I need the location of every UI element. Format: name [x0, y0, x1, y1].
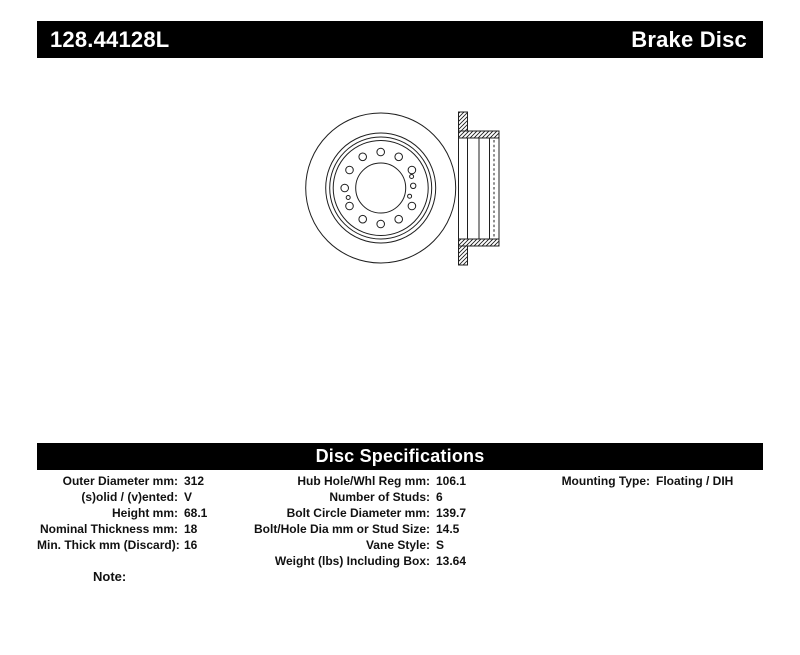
spec-label: Outer Diameter mm:	[62, 474, 178, 488]
hat-edge-circle-outer	[330, 137, 432, 239]
spec-column-dimensions	[37, 473, 207, 553]
spec-row	[37, 537, 207, 553]
spec-row	[37, 521, 207, 537]
spec-row	[37, 505, 207, 521]
spec-row	[240, 521, 466, 537]
spec-section-header	[37, 443, 763, 470]
spec-column-hub-stud	[240, 473, 466, 569]
spec-value: 14.5	[436, 522, 460, 536]
spec-row	[240, 537, 466, 553]
spec-row	[240, 489, 466, 505]
spec-value: 106.1	[436, 474, 467, 488]
outer-diameter-circle	[306, 113, 456, 263]
spec-value: 6	[436, 490, 443, 504]
hat-flange-top	[459, 112, 468, 132]
hat-flange-bottom	[459, 246, 468, 266]
spec-label: Bolt Circle Diameter mm:	[286, 506, 430, 520]
spec-label: Height mm:	[112, 506, 178, 520]
spec-value: 139.7	[436, 506, 467, 520]
spec-label: Mounting Type:	[561, 474, 650, 488]
spec-section-title: Disc Specifications	[315, 446, 485, 466]
friction-surface-circle	[326, 133, 436, 243]
spec-label: Bolt/Hole Dia mm or Stud Size:	[253, 522, 430, 536]
note-label: Note:	[93, 569, 127, 584]
part-number: 128.44128L	[50, 26, 170, 52]
spec-value: 16	[184, 538, 198, 552]
spec-label: Number of Studs:	[329, 490, 430, 504]
product-type: Brake Disc	[631, 26, 747, 52]
center-bore-circle	[356, 163, 406, 213]
brake-disc-technical-drawing	[295, 100, 510, 275]
spec-label: Nominal Thickness mm:	[39, 522, 178, 536]
brake-disc-front-view	[306, 113, 456, 263]
spec-row	[37, 473, 207, 489]
spec-label: (s)olid / (v)ented:	[81, 490, 178, 504]
spec-value: 68.1	[184, 506, 208, 520]
spec-value: S	[436, 538, 445, 552]
spec-row	[240, 505, 466, 521]
stud-holes	[341, 148, 416, 228]
spec-value: V	[184, 490, 193, 504]
spec-column-mounting	[478, 473, 733, 489]
spec-row	[37, 489, 207, 505]
spec-row	[240, 553, 466, 569]
spec-value: 18	[184, 522, 198, 536]
spec-value: 312	[184, 474, 205, 488]
title-bar	[37, 21, 763, 58]
spec-row	[240, 473, 466, 489]
spec-row	[478, 473, 733, 489]
rotor-bottom-section-band	[459, 239, 500, 246]
spec-label: Min. Thick mm (Discard):	[37, 538, 180, 552]
brake-disc-side-view	[459, 112, 500, 265]
spec-label: Weight (lbs) Including Box:	[274, 554, 430, 568]
spec-value: 13.64	[436, 554, 467, 568]
rotor-top-section-band	[459, 131, 500, 138]
spec-value: Floating / DIH	[656, 474, 734, 488]
spec-label: Hub Hole/Whl Reg mm:	[297, 474, 430, 488]
spec-label: Vane Style:	[365, 538, 430, 552]
